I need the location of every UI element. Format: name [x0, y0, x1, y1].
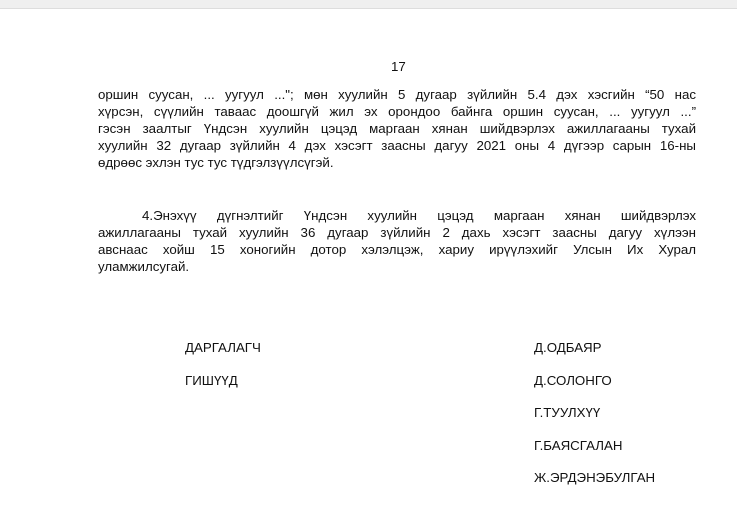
paragraph-2-line: уламжилсугай. [98, 258, 190, 274]
chair-name: Д.ОДБАЯР [534, 340, 602, 355]
member-name: Г.ТУУЛХҮҮ [534, 405, 601, 420]
paragraph-1-line: өдрөөс эхлэн тус тус түдгэлзүүлсүгэй. [98, 154, 334, 170]
document-page [0, 9, 737, 521]
paragraph-1-line: гэсэн заалтыг Үндсэн хуулийн цэцэд маргаан хянан шийдвэрлэх ажиллагааны тухай [98, 120, 696, 136]
paragraph-1 [98, 87, 696, 172]
member-name: Г.БАЯСГАЛАН [534, 438, 623, 453]
paragraph-1-line: хуулийн 32 дугаар зүйлийн 4 дэх хэсэгт заасны дагуу 2021 оны 4 дүгээр сарын 16-ны [98, 137, 696, 153]
paragraph-2-line: 4.Энэхүү дүгнэлтийг Үндсэн хуулийн цэцэд маргаан хянан шийдвэрлэх [142, 208, 696, 223]
paragraph-1-line: оршин суусан, ... уугуул ..."; мөн хуулийн 5 дугаар зүйлийн 5.4 дэх хэсгийн “50 нас [98, 87, 696, 102]
paragraph-2 [98, 208, 696, 276]
paragraph-2-line: ажиллагааны тухай хуулийн 36 дугаар зүйлийн 2 дахь хэсэгт заасны дагуу хүлээн [98, 224, 696, 240]
paragraph-2-line: авснаас хойш 15 хоногийн дотор хэлэлцэж, хариу ирүүлэхийг Улсын Их Хурал [98, 241, 696, 257]
member-name: Д.СОЛОНГО [534, 373, 612, 388]
paragraph-1-line: хүрсэн, сүүлийн таваас доошгүй жил эх орондоо байнга оршин суусан, ... уугуул ...” [98, 103, 696, 119]
members-title: ГИШҮҮД [185, 373, 238, 388]
page-number: 17 [391, 59, 406, 74]
member-name: Ж.ЭРДЭНЭБУЛГАН [534, 470, 656, 485]
chair-title: ДАРГАЛАГЧ [185, 340, 261, 355]
